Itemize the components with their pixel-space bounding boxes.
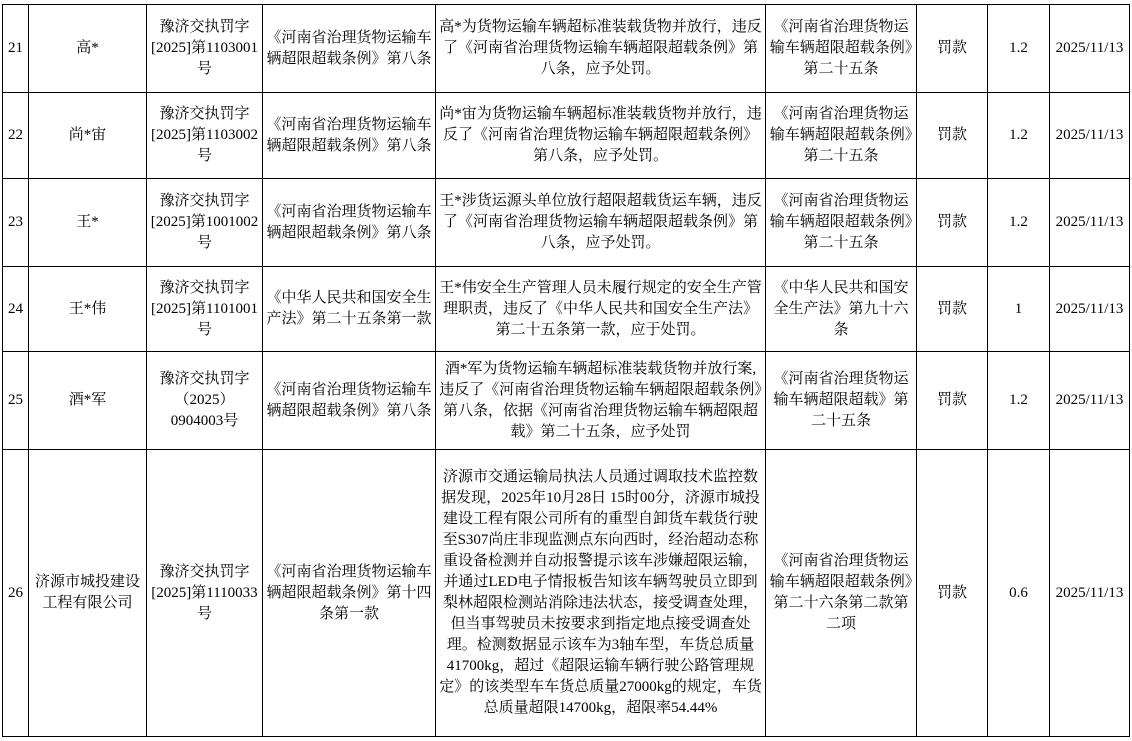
document-number: 豫济交执罚字[2025]第1101001号 [147,267,263,352]
violation-description: 尚*宙为货物运输车辆超标准装载货物并放行，违反了《河南省治理货物运输车辆超限超载条例》第八条，应予处罚。 [436,93,766,179]
document-number: 豫济交执罚字[2025]第1103002号 [147,93,263,179]
penalty-date: 2025/11/13 [1050,93,1130,179]
legal-basis: 《河南省治理货物运输车辆超限超载条例》第八条 [263,179,436,267]
document-number: 豫济交执罚字[2025]第1110033号 [147,450,263,737]
party-name: 王*伟 [29,267,147,352]
table-row [3,93,1130,179]
penalty-date: 2025/11/13 [1050,5,1130,93]
penalty-amount: 1 [988,267,1050,352]
table-row [3,450,1130,737]
party-name: 济源市城投建设工程有限公司 [29,450,147,737]
table-row [3,267,1130,352]
penalty-date: 2025/11/13 [1050,179,1130,267]
penalty-type: 罚款 [917,450,988,737]
legal-basis: 《河南省治理货物运输车辆超限超载条例》第八条 [263,93,436,179]
penalty-type: 罚款 [917,5,988,93]
table-row [3,179,1130,267]
penalty-date: 2025/11/13 [1050,267,1130,352]
penalty-basis: 《河南省治理货物运输车辆超限超载条例》第二十五条 [766,5,917,93]
document-number: 豫济交执罚字（2025）0904003号 [147,352,263,450]
legal-basis: 《河南省治理货物运输车辆超限超载条例》第八条 [263,352,436,450]
penalty-amount: 1.2 [988,93,1050,179]
party-name: 酒*军 [29,352,147,450]
penalty-basis: 《河南省治理货物运输车辆超限超载条例》第二十五条 [766,179,917,267]
violation-description: 济源市交通运输局执法人员通过调取技术监控数据发现，2025年10月28日 15时00分，济源市城投建设工程有限公司所有的重型自卸货车载货行驶至S307尚庄非现监测点东向西时，经治超动态称重设备检测并自动报警提示该车涉嫌超限运输，并通过LED电子情报板告知该车辆驾驶员立即到梨林超限检测站消除违法状态，接受调查处理，但当事驾驶员未按要求到指定地点接受调查处理。检测数据显示该车为3轴车型，车货总质量41700kg，超过《超限运输车辆行驶公路管理规定》的该类型车车货总质量27000kg的规定，车货总质量超限14700kg，超限率54.44% [436,450,766,737]
legal-basis: 《河南省治理货物运输车辆超限超载条例》第八条 [263,5,436,93]
penalty-basis: 《河南省治理货物运输车辆超限超载条例》第二十六条第二款第二项 [766,450,917,737]
violation-description: 酒*军为货物运输车辆超标准装载货物并放行案,违反了《河南省治理货物运输车辆超限超载条例》第八条，依据《河南省治理货物运输车辆超限超载》第二十五条，应予处罚 [436,352,766,450]
penalty-date: 2025/11/13 [1050,352,1130,450]
penalty-amount: 1.2 [988,352,1050,450]
violation-description: 王*涉货运源头单位放行超限超载货运车辆，违反了《河南省治理货物运输车辆超限超载条例》第八条，应予处罚。 [436,179,766,267]
row-index: 25 [3,352,29,450]
penalty-amount: 1.2 [988,179,1050,267]
penalty-basis: 《中华人民共和国安全生产法》第九十六条 [766,267,917,352]
document-number: 豫济交执罚字[2025]第1103001号 [147,5,263,93]
penalty-type: 罚款 [917,267,988,352]
penalty-type: 罚款 [917,179,988,267]
penalty-amount: 1.2 [988,5,1050,93]
row-index: 26 [3,450,29,737]
penalty-type: 罚款 [917,93,988,179]
party-name: 高* [29,5,147,93]
table-row [3,352,1130,450]
penalty-table-grid [2,4,1130,737]
violation-description: 王*伟安全生产管理人员未履行规定的安全生产管理职责，违反了《中华人民共和国安全生产法》第二十五条第一款，应于处罚。 [436,267,766,352]
party-name: 王* [29,179,147,267]
document-number: 豫济交执罚字[2025]第1001002号 [147,179,263,267]
penalty-basis: 《河南省治理货物运输车辆超限超载条例》第二十五条 [766,93,917,179]
penalty-date: 2025/11/13 [1050,450,1130,737]
party-name: 尚*宙 [29,93,147,179]
row-index: 21 [3,5,29,93]
penalty-table [2,4,1130,737]
penalty-basis: 《河南省治理货物运输车辆超限超载》第二十五条 [766,352,917,450]
row-index: 24 [3,267,29,352]
row-index: 23 [3,179,29,267]
penalty-type: 罚款 [917,352,988,450]
table-row [3,5,1130,93]
violation-description: 高*为货物运输车辆超标准装载货物并放行，违反了《河南省治理货物运输车辆超限超载条例》第八条，应予处罚。 [436,5,766,93]
legal-basis: 《河南省治理货物运输车辆超限超载条例》第十四条第一款 [263,450,436,737]
penalty-amount: 0.6 [988,450,1050,737]
legal-basis: 《中华人民共和国安全生产法》第二十五条第一款 [263,267,436,352]
row-index: 22 [3,93,29,179]
